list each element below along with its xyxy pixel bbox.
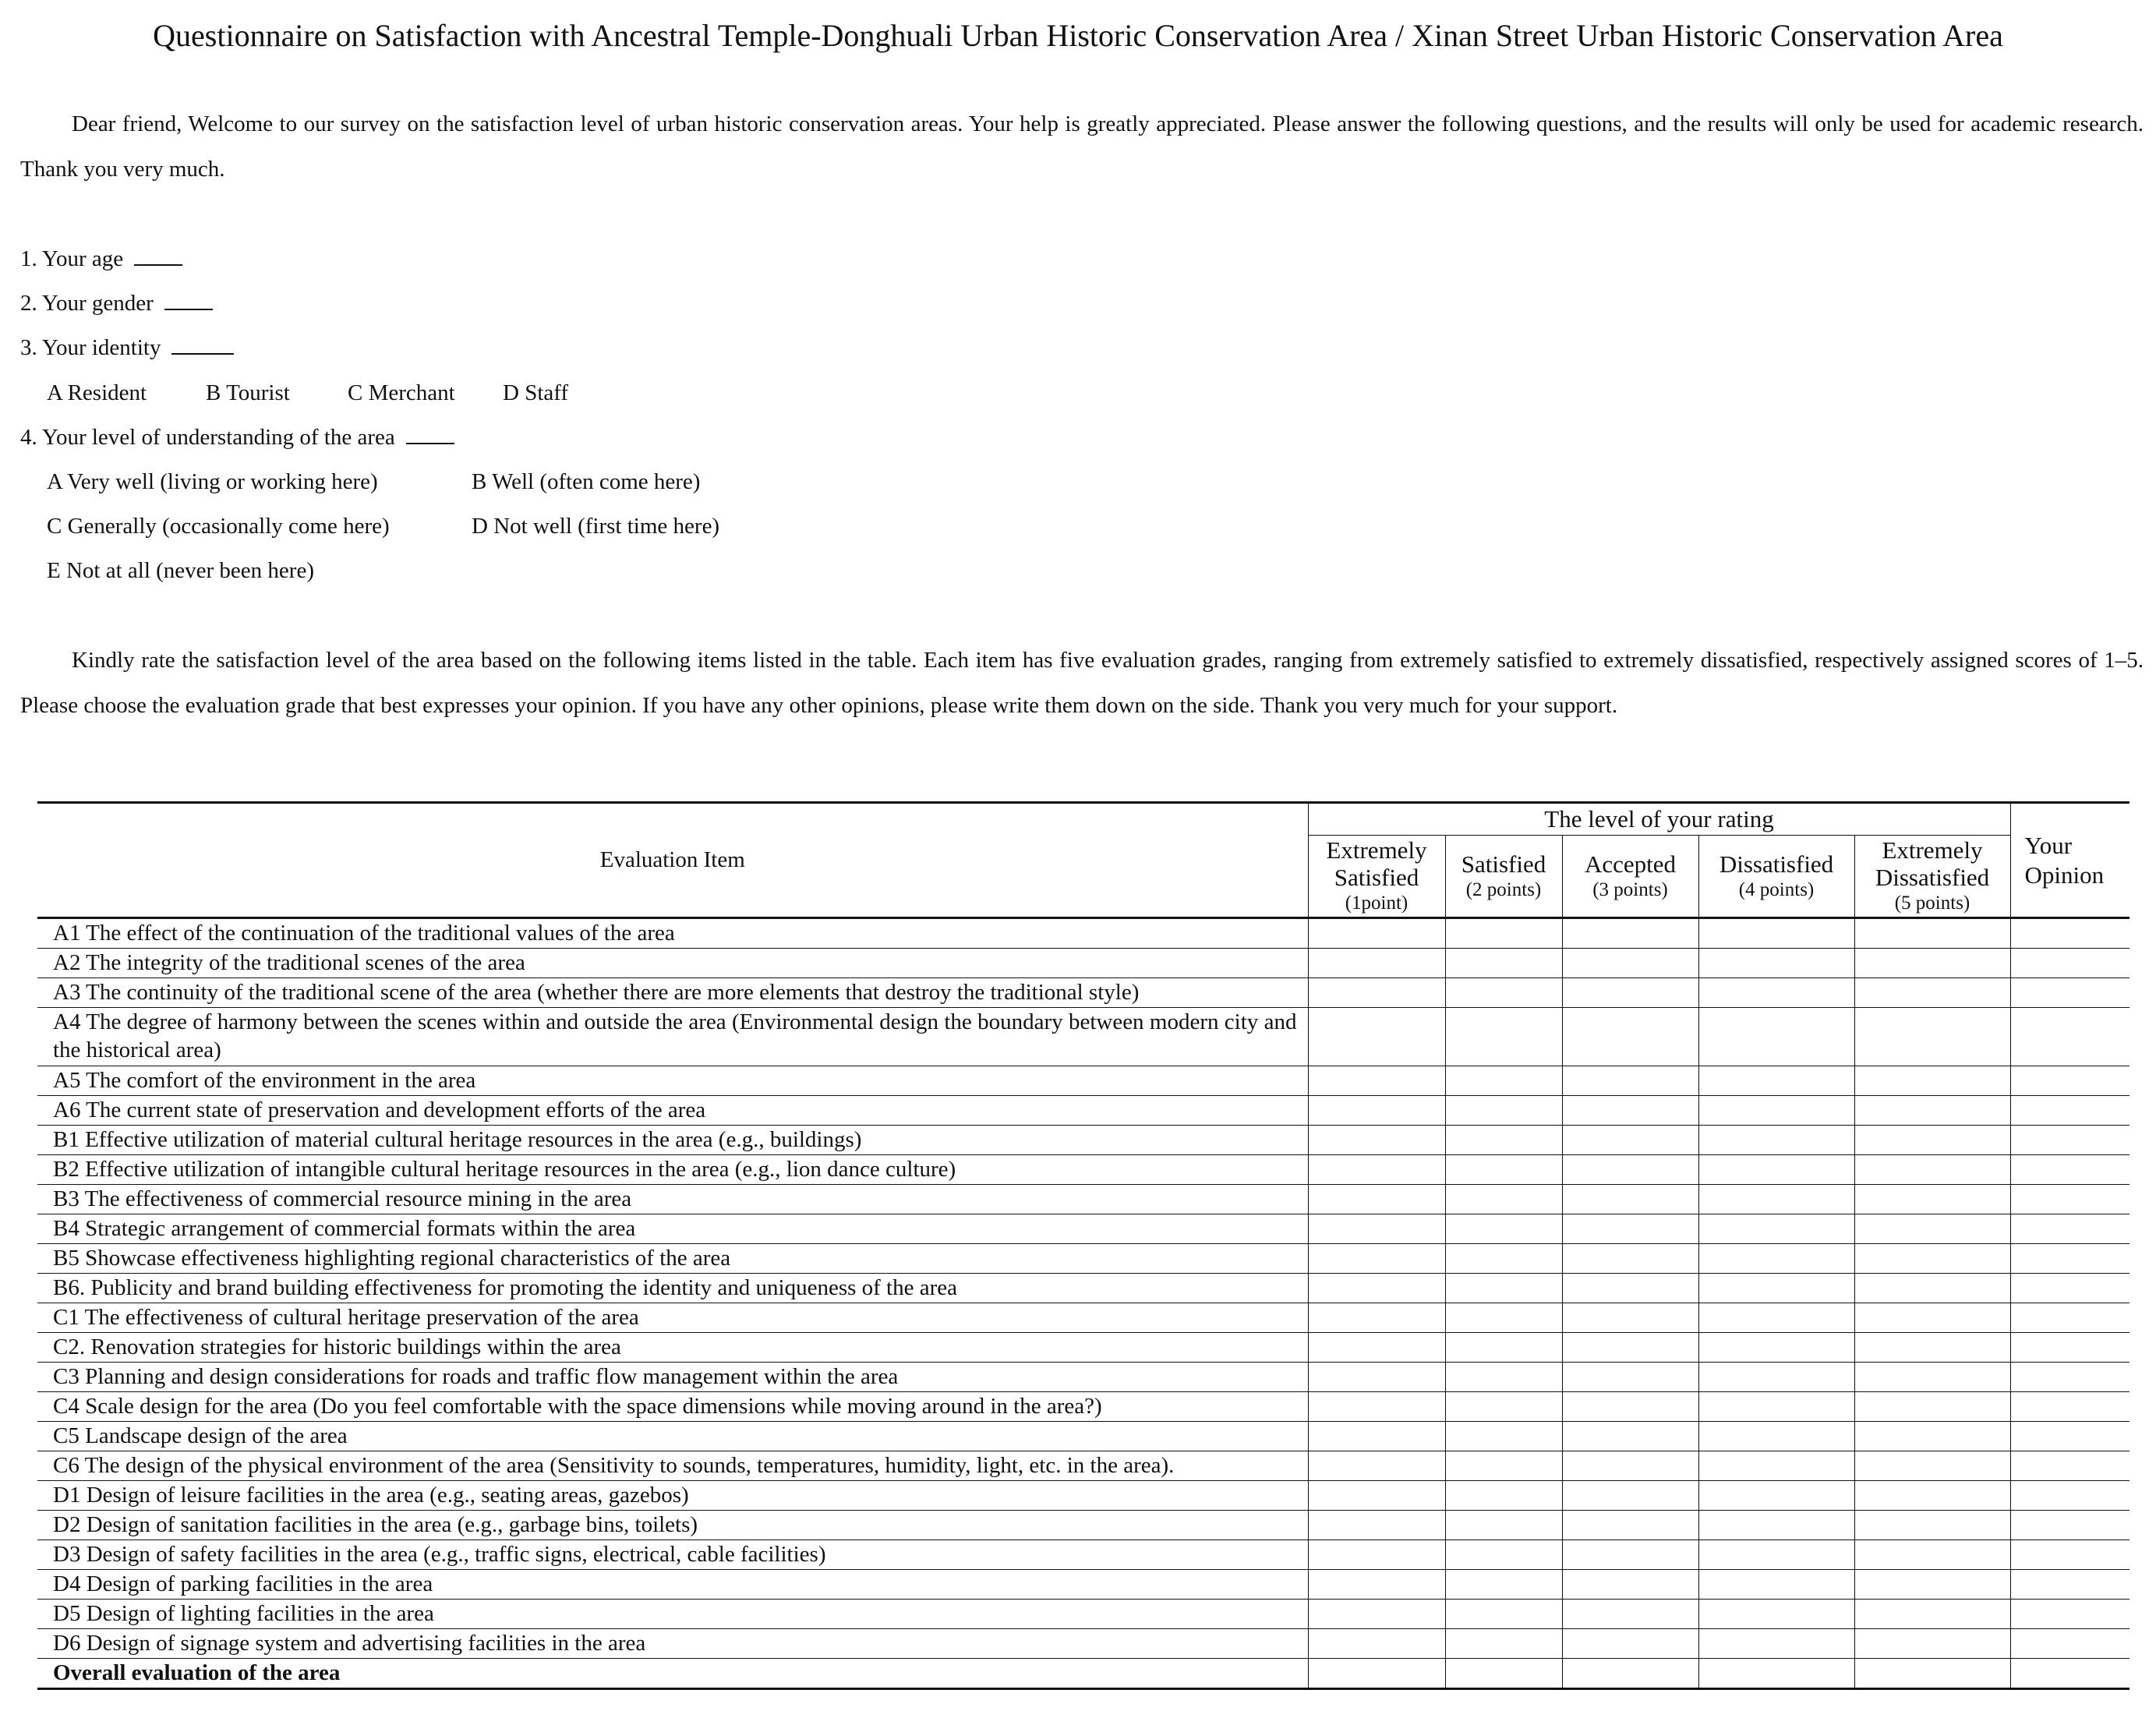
instructions-paragraph bbox=[20, 638, 2144, 728]
rating-cell[interactable] bbox=[1698, 978, 1854, 1008]
rating-cell[interactable] bbox=[1698, 1481, 1854, 1511]
rating-label: Extremely Satisfied bbox=[1326, 836, 1427, 891]
evaluation-item: Overall evaluation of the area bbox=[37, 1659, 1308, 1689]
rating-cell[interactable] bbox=[1308, 1629, 1445, 1659]
rating-cell[interactable] bbox=[1445, 1570, 1562, 1600]
opinion-cell[interactable] bbox=[2010, 1392, 2129, 1422]
table-row bbox=[37, 1155, 2129, 1185]
opinion-cell[interactable] bbox=[2010, 1066, 2129, 1096]
opinion-cell[interactable] bbox=[2010, 1126, 2129, 1155]
rating-cell[interactable] bbox=[1698, 1333, 1854, 1363]
table-row bbox=[37, 1511, 2129, 1540]
rating-cell[interactable] bbox=[1854, 1066, 2010, 1096]
evaluation-item: D4 Design of parking facilities in the area bbox=[37, 1570, 1308, 1600]
table-row bbox=[37, 1274, 2129, 1303]
rating-cell[interactable] bbox=[1562, 1096, 1698, 1126]
rating-cell[interactable] bbox=[1308, 918, 1445, 949]
table-row bbox=[37, 1244, 2129, 1274]
rating-cell[interactable] bbox=[1698, 918, 1854, 949]
rating-cell[interactable] bbox=[1308, 1066, 1445, 1096]
rating-cell[interactable] bbox=[1308, 1363, 1445, 1392]
rating-cell[interactable] bbox=[1698, 1066, 1854, 1096]
rating-cell[interactable] bbox=[1698, 1126, 1854, 1155]
rating-cell[interactable] bbox=[1445, 1659, 1562, 1689]
identity-option[interactable]: A Resident bbox=[47, 380, 147, 405]
rating-cell[interactable] bbox=[1445, 918, 1562, 949]
rating-label: Extremely Dissatisfied bbox=[1875, 836, 1990, 891]
rating-cell[interactable] bbox=[1308, 1451, 1445, 1481]
rating-level-header: The level of your rating bbox=[1308, 803, 2010, 836]
table-row bbox=[37, 918, 2129, 949]
age-blank[interactable] bbox=[134, 246, 182, 266]
page-title: Questionnaire on Satisfaction with Ancestral Temple-Donghuali Urban Historic Conservation Area / Xinan Street Urban Historic Conservation Area bbox=[153, 18, 2003, 53]
rating-cell[interactable] bbox=[1308, 1096, 1445, 1126]
table-row bbox=[37, 1096, 2129, 1126]
rating-cell[interactable] bbox=[1562, 1422, 1698, 1451]
rating-cell[interactable] bbox=[1698, 1303, 1854, 1333]
rating-cell[interactable] bbox=[1562, 1333, 1698, 1363]
opinion-cell[interactable] bbox=[2010, 1214, 2129, 1244]
rating-cell[interactable] bbox=[1308, 1155, 1445, 1185]
rating-cell[interactable] bbox=[1854, 1096, 2010, 1126]
rating-cell[interactable] bbox=[1854, 1422, 2010, 1451]
opinion-cell[interactable] bbox=[2010, 1511, 2129, 1540]
rating-cell[interactable] bbox=[1854, 1481, 2010, 1511]
evaluation-item: B5 Showcase effectiveness highlighting regional characteristics of the area bbox=[37, 1244, 1308, 1274]
understanding-option[interactable]: D Not well (first time here) bbox=[472, 514, 720, 539]
evaluation-item: D1 Design of leisure facilities in the area (e.g., seating areas, gazebos) bbox=[37, 1481, 1308, 1511]
evaluation-item: A6 The current state of preservation and development efforts of the area bbox=[37, 1096, 1308, 1126]
rating-cell[interactable] bbox=[1854, 1185, 2010, 1214]
rating-cell[interactable] bbox=[1698, 1629, 1854, 1659]
rating-cell[interactable] bbox=[1308, 1333, 1445, 1363]
rating-cell[interactable] bbox=[1698, 949, 1854, 978]
evaluation-item-header: Evaluation Item bbox=[37, 803, 1308, 918]
table-row bbox=[37, 1303, 2129, 1333]
question-understanding-label: 4. Your level of understanding of the area bbox=[20, 425, 395, 450]
rating-header bbox=[1854, 836, 2010, 918]
opinion-cell[interactable] bbox=[2010, 1303, 2129, 1333]
rating-header bbox=[1445, 836, 1562, 918]
rating-points: (4 points) bbox=[1738, 878, 1815, 900]
intro-text: Dear friend, Welcome to our survey on the satisfaction level of urban historic conservation areas. Your help is greatly appreciated. Please answer the following questions, and the results will only be used for academic research. Thank you very much. bbox=[20, 111, 2144, 182]
rating-points: (3 points) bbox=[1592, 878, 1668, 900]
rating-cell[interactable] bbox=[1854, 978, 2010, 1008]
understanding-option[interactable]: A Very well (living or working here) bbox=[47, 469, 378, 494]
rating-cell[interactable] bbox=[1445, 1422, 1562, 1451]
identity-blank[interactable] bbox=[171, 334, 234, 355]
rating-cell[interactable] bbox=[1698, 1659, 1854, 1689]
rating-cell[interactable] bbox=[1854, 1511, 2010, 1540]
question-age bbox=[20, 243, 182, 274]
table-row bbox=[37, 1451, 2129, 1481]
question-understanding bbox=[20, 422, 454, 453]
table-row bbox=[37, 1214, 2129, 1244]
opinion-cell[interactable] bbox=[2010, 1629, 2129, 1659]
rating-cell[interactable] bbox=[1445, 1629, 1562, 1659]
rating-cell[interactable] bbox=[1445, 1008, 1562, 1066]
table-row bbox=[37, 1126, 2129, 1155]
table-row bbox=[37, 1570, 2129, 1600]
rating-cell[interactable] bbox=[1308, 1540, 1445, 1570]
rating-cell[interactable] bbox=[1698, 1600, 1854, 1629]
rating-cell[interactable] bbox=[1698, 1451, 1854, 1481]
evaluation-item: A4 The degree of harmony between the scenes within and outside the area (Environmental design the boundary between modern city and the historical area) bbox=[37, 1008, 1308, 1066]
question-gender-label: 2. Your gender bbox=[20, 291, 154, 316]
rating-label: Satisfied bbox=[1461, 850, 1546, 878]
identity-option[interactable]: C Merchant bbox=[348, 380, 455, 405]
rating-cell[interactable] bbox=[1308, 1600, 1445, 1629]
identity-option[interactable]: B Tourist bbox=[206, 380, 290, 405]
rating-cell[interactable] bbox=[1445, 978, 1562, 1008]
question-age-label: 1. Your age bbox=[20, 246, 124, 271]
rating-cell[interactable] bbox=[1562, 1214, 1698, 1244]
understanding-option[interactable]: C Generally (occasionally come here) bbox=[47, 514, 390, 539]
gender-blank[interactable] bbox=[164, 290, 213, 310]
opinion-cell[interactable] bbox=[2010, 1244, 2129, 1274]
rating-cell[interactable] bbox=[1698, 1155, 1854, 1185]
rating-cell[interactable] bbox=[1308, 1481, 1445, 1511]
rating-cell[interactable] bbox=[1562, 1570, 1698, 1600]
rating-cell[interactable] bbox=[1562, 1451, 1698, 1481]
rating-cell[interactable] bbox=[1445, 1511, 1562, 1540]
rating-cell[interactable] bbox=[1562, 1185, 1698, 1214]
rating-cell[interactable] bbox=[1562, 978, 1698, 1008]
rating-cell[interactable] bbox=[1698, 1008, 1854, 1066]
rating-cell[interactable] bbox=[1562, 1392, 1698, 1422]
rating-cell[interactable] bbox=[1854, 1155, 2010, 1185]
question-identity-label: 3. Your identity bbox=[20, 335, 161, 360]
evaluation-item: C4 Scale design for the area (Do you feel comfortable with the space dimensions while moving around in the area?) bbox=[37, 1392, 1308, 1422]
rating-cell[interactable] bbox=[1698, 1363, 1854, 1392]
rating-cell[interactable] bbox=[1562, 1363, 1698, 1392]
rating-cell[interactable] bbox=[1854, 1570, 2010, 1600]
evaluation-item: B2 Effective utilization of intangible cultural heritage resources in the area (e.g., lion dance culture) bbox=[37, 1155, 1308, 1185]
evaluation-item: C1 The effectiveness of cultural heritage preservation of the area bbox=[37, 1303, 1308, 1333]
evaluation-item: B1 Effective utilization of material cultural heritage resources in the area (e.g., buildings) bbox=[37, 1126, 1308, 1155]
opinion-cell[interactable] bbox=[2010, 1096, 2129, 1126]
table-row bbox=[37, 1422, 2129, 1451]
rating-cell[interactable] bbox=[1854, 1126, 2010, 1155]
question-identity bbox=[20, 332, 234, 363]
rating-cell[interactable] bbox=[1854, 1600, 2010, 1629]
rating-cell[interactable] bbox=[1854, 918, 2010, 949]
rating-cell[interactable] bbox=[1854, 1333, 2010, 1363]
opinion-cell[interactable] bbox=[2010, 1600, 2129, 1629]
rating-cell[interactable] bbox=[1308, 1244, 1445, 1274]
evaluation-item: C2. Renovation strategies for historic buildings within the area bbox=[37, 1333, 1308, 1363]
rating-cell[interactable] bbox=[1562, 1126, 1698, 1155]
rating-cell[interactable] bbox=[1308, 1185, 1445, 1214]
rating-cell[interactable] bbox=[1445, 1274, 1562, 1303]
evaluation-item: C3 Planning and design considerations for roads and traffic flow management within the area bbox=[37, 1363, 1308, 1392]
rating-cell[interactable] bbox=[1445, 1540, 1562, 1570]
rating-cell[interactable] bbox=[1562, 1481, 1698, 1511]
rating-cell[interactable] bbox=[1445, 1481, 1562, 1511]
rating-cell[interactable] bbox=[1854, 1008, 2010, 1066]
rating-cell[interactable] bbox=[1854, 1274, 2010, 1303]
rating-label: Accepted bbox=[1584, 850, 1677, 878]
opinion-cell[interactable] bbox=[2010, 1363, 2129, 1392]
rating-cell[interactable] bbox=[1308, 949, 1445, 978]
rating-cell[interactable] bbox=[1445, 1214, 1562, 1244]
opinion-cell[interactable] bbox=[2010, 1540, 2129, 1570]
evaluation-item: B6. Publicity and brand building effectiveness for promoting the identity and uniqueness of the area bbox=[37, 1274, 1308, 1303]
rating-cell[interactable] bbox=[1445, 1244, 1562, 1274]
evaluation-item: D6 Design of signage system and advertising facilities in the area bbox=[37, 1629, 1308, 1659]
evaluation-item: A5 The comfort of the environment in the area bbox=[37, 1066, 1308, 1096]
rating-cell[interactable] bbox=[1562, 1244, 1698, 1274]
table-row bbox=[37, 1481, 2129, 1511]
rating-cell[interactable] bbox=[1308, 1392, 1445, 1422]
understanding-option[interactable]: E Not at all (never been here) bbox=[47, 558, 314, 583]
rating-cell[interactable] bbox=[1308, 1214, 1445, 1244]
rating-cell[interactable] bbox=[1854, 1540, 2010, 1570]
rating-cell[interactable] bbox=[1445, 1126, 1562, 1155]
evaluation-item: D5 Design of lighting facilities in the area bbox=[37, 1600, 1308, 1629]
evaluation-item: B4 Strategic arrangement of commercial formats within the area bbox=[37, 1214, 1308, 1244]
evaluation-item: B3 The effectiveness of commercial resource mining in the area bbox=[37, 1185, 1308, 1214]
table-row bbox=[37, 1540, 2129, 1570]
rating-cell[interactable] bbox=[1308, 1511, 1445, 1540]
rating-cell[interactable] bbox=[1854, 1629, 2010, 1659]
rating-cell[interactable] bbox=[1308, 1274, 1445, 1303]
rating-cell[interactable] bbox=[1445, 1363, 1562, 1392]
rating-cell[interactable] bbox=[1854, 1363, 2010, 1392]
rating-cell[interactable] bbox=[1698, 1540, 1854, 1570]
opinion-cell[interactable] bbox=[2010, 918, 2129, 949]
evaluation-item: A1 The effect of the continuation of the traditional values of the area bbox=[37, 918, 1308, 949]
table-row bbox=[37, 1333, 2129, 1363]
opinion-cell[interactable] bbox=[2010, 1333, 2129, 1363]
question-gender bbox=[20, 288, 213, 319]
understanding-blank[interactable] bbox=[406, 424, 454, 444]
rating-cell[interactable] bbox=[1854, 1659, 2010, 1689]
table-row bbox=[37, 1659, 2129, 1689]
rating-cell[interactable] bbox=[1308, 978, 1445, 1008]
rating-points: (2 points) bbox=[1465, 878, 1542, 900]
rating-cell[interactable] bbox=[1562, 1155, 1698, 1185]
rating-cell[interactable] bbox=[1698, 1392, 1854, 1422]
rating-cell[interactable] bbox=[1445, 1333, 1562, 1363]
rating-header bbox=[1308, 836, 1445, 918]
rating-cell[interactable] bbox=[1308, 1008, 1445, 1066]
rating-header bbox=[1562, 836, 1698, 918]
rating-cell[interactable] bbox=[1445, 1096, 1562, 1126]
rating-cell[interactable] bbox=[1308, 1422, 1445, 1451]
rating-cell[interactable] bbox=[1854, 1244, 2010, 1274]
rating-cell[interactable] bbox=[1445, 1392, 1562, 1422]
rating-cell[interactable] bbox=[1698, 1570, 1854, 1600]
rating-cell[interactable] bbox=[1698, 1422, 1854, 1451]
rating-cell[interactable] bbox=[1854, 1392, 2010, 1422]
evaluation-item: D2 Design of sanitation facilities in the area (e.g., garbage bins, toilets) bbox=[37, 1511, 1308, 1540]
table-row bbox=[37, 1008, 2129, 1066]
rating-cell[interactable] bbox=[1562, 1600, 1698, 1629]
table-row bbox=[37, 1392, 2129, 1422]
rating-label: Dissatisfied bbox=[1719, 850, 1834, 878]
rating-cell[interactable] bbox=[1562, 1303, 1698, 1333]
evaluation-item: C5 Landscape design of the area bbox=[37, 1422, 1308, 1451]
rating-cell[interactable] bbox=[1562, 1066, 1698, 1096]
opinion-cell[interactable] bbox=[2010, 1481, 2129, 1511]
opinion-cell[interactable] bbox=[2010, 1274, 2129, 1303]
rating-cell[interactable] bbox=[1854, 1303, 2010, 1333]
rating-cell[interactable] bbox=[1698, 1244, 1854, 1274]
rating-cell[interactable] bbox=[1562, 1008, 1698, 1066]
rating-cell[interactable] bbox=[1562, 1274, 1698, 1303]
opinion-cell[interactable] bbox=[2010, 1422, 2129, 1451]
opinion-cell[interactable] bbox=[2010, 1185, 2129, 1214]
table-row bbox=[37, 1629, 2129, 1659]
rating-cell[interactable] bbox=[1698, 1185, 1854, 1214]
rating-cell[interactable] bbox=[1445, 1155, 1562, 1185]
opinion-cell[interactable] bbox=[2010, 1451, 2129, 1481]
rating-cell[interactable] bbox=[1308, 1570, 1445, 1600]
table-row bbox=[37, 1363, 2129, 1392]
rating-cell[interactable] bbox=[1562, 1629, 1698, 1659]
rating-cell[interactable] bbox=[1562, 1659, 1698, 1689]
rating-cell[interactable] bbox=[1854, 1214, 2010, 1244]
rating-cell[interactable] bbox=[1445, 1185, 1562, 1214]
rating-cell[interactable] bbox=[1562, 918, 1698, 949]
rating-cell[interactable] bbox=[1562, 949, 1698, 978]
opinion-cell[interactable] bbox=[2010, 1659, 2129, 1689]
opinion-cell[interactable] bbox=[2010, 949, 2129, 978]
rating-cell[interactable] bbox=[1445, 1600, 1562, 1629]
rating-cell[interactable] bbox=[1445, 1066, 1562, 1096]
opinion-cell[interactable] bbox=[2010, 978, 2129, 1008]
understanding-option[interactable]: B Well (often come here) bbox=[472, 469, 701, 494]
rating-cell[interactable] bbox=[1445, 1451, 1562, 1481]
rating-cell[interactable] bbox=[1308, 1659, 1445, 1689]
rating-points: (5 points) bbox=[1894, 893, 1970, 914]
rating-cell[interactable] bbox=[1698, 1274, 1854, 1303]
instructions-text: Kindly rate the satisfaction level of the area based on the following items listed in the table. Each item has five evaluation grades, ranging from extremely satisfied to extremely dissatisfied, respectively assigned scores of 1–5. Please choose the evaluation grade that best expresses your opinion. If you have any other opinions, please write them down on the side. Thank you very much for your support. bbox=[20, 648, 2144, 718]
rating-points: (1point) bbox=[1345, 893, 1408, 914]
rating-cell[interactable] bbox=[1854, 1451, 2010, 1481]
rating-cell[interactable] bbox=[1445, 1303, 1562, 1333]
rating-cell[interactable] bbox=[1698, 1511, 1854, 1540]
rating-cell[interactable] bbox=[1698, 1096, 1854, 1126]
table-row bbox=[37, 978, 2129, 1008]
opinion-cell[interactable] bbox=[2010, 1570, 2129, 1600]
rating-table bbox=[37, 801, 2129, 1690]
evaluation-item: D3 Design of safety facilities in the area (e.g., traffic signs, electrical, cable facilities) bbox=[37, 1540, 1308, 1570]
rating-cell[interactable] bbox=[1562, 1511, 1698, 1540]
rating-cell[interactable] bbox=[1854, 949, 2010, 978]
identity-option[interactable]: D Staff bbox=[503, 380, 569, 405]
table-row bbox=[37, 1066, 2129, 1096]
opinion-cell[interactable] bbox=[2010, 1155, 2129, 1185]
table-row bbox=[37, 1185, 2129, 1214]
table-row bbox=[37, 1600, 2129, 1629]
opinion-cell[interactable] bbox=[2010, 1008, 2129, 1066]
intro-paragraph bbox=[20, 101, 2144, 192]
table-row bbox=[37, 949, 2129, 978]
rating-cell[interactable] bbox=[1445, 949, 1562, 978]
rating-cell[interactable] bbox=[1562, 1540, 1698, 1570]
rating-header bbox=[1698, 836, 1854, 918]
opinion-header: Your Opinion bbox=[2010, 803, 2129, 918]
rating-cell[interactable] bbox=[1308, 1126, 1445, 1155]
evaluation-item: C6 The design of the physical environment of the area (Sensitivity to sounds, temperatures, humidity, light, etc. in the area). bbox=[37, 1451, 1308, 1481]
evaluation-item: A2 The integrity of the traditional scenes of the area bbox=[37, 949, 1308, 978]
evaluation-item: A3 The continuity of the traditional scene of the area (whether there are more elements that destroy the traditional style) bbox=[37, 978, 1308, 1008]
rating-cell[interactable] bbox=[1698, 1214, 1854, 1244]
rating-cell[interactable] bbox=[1308, 1303, 1445, 1333]
